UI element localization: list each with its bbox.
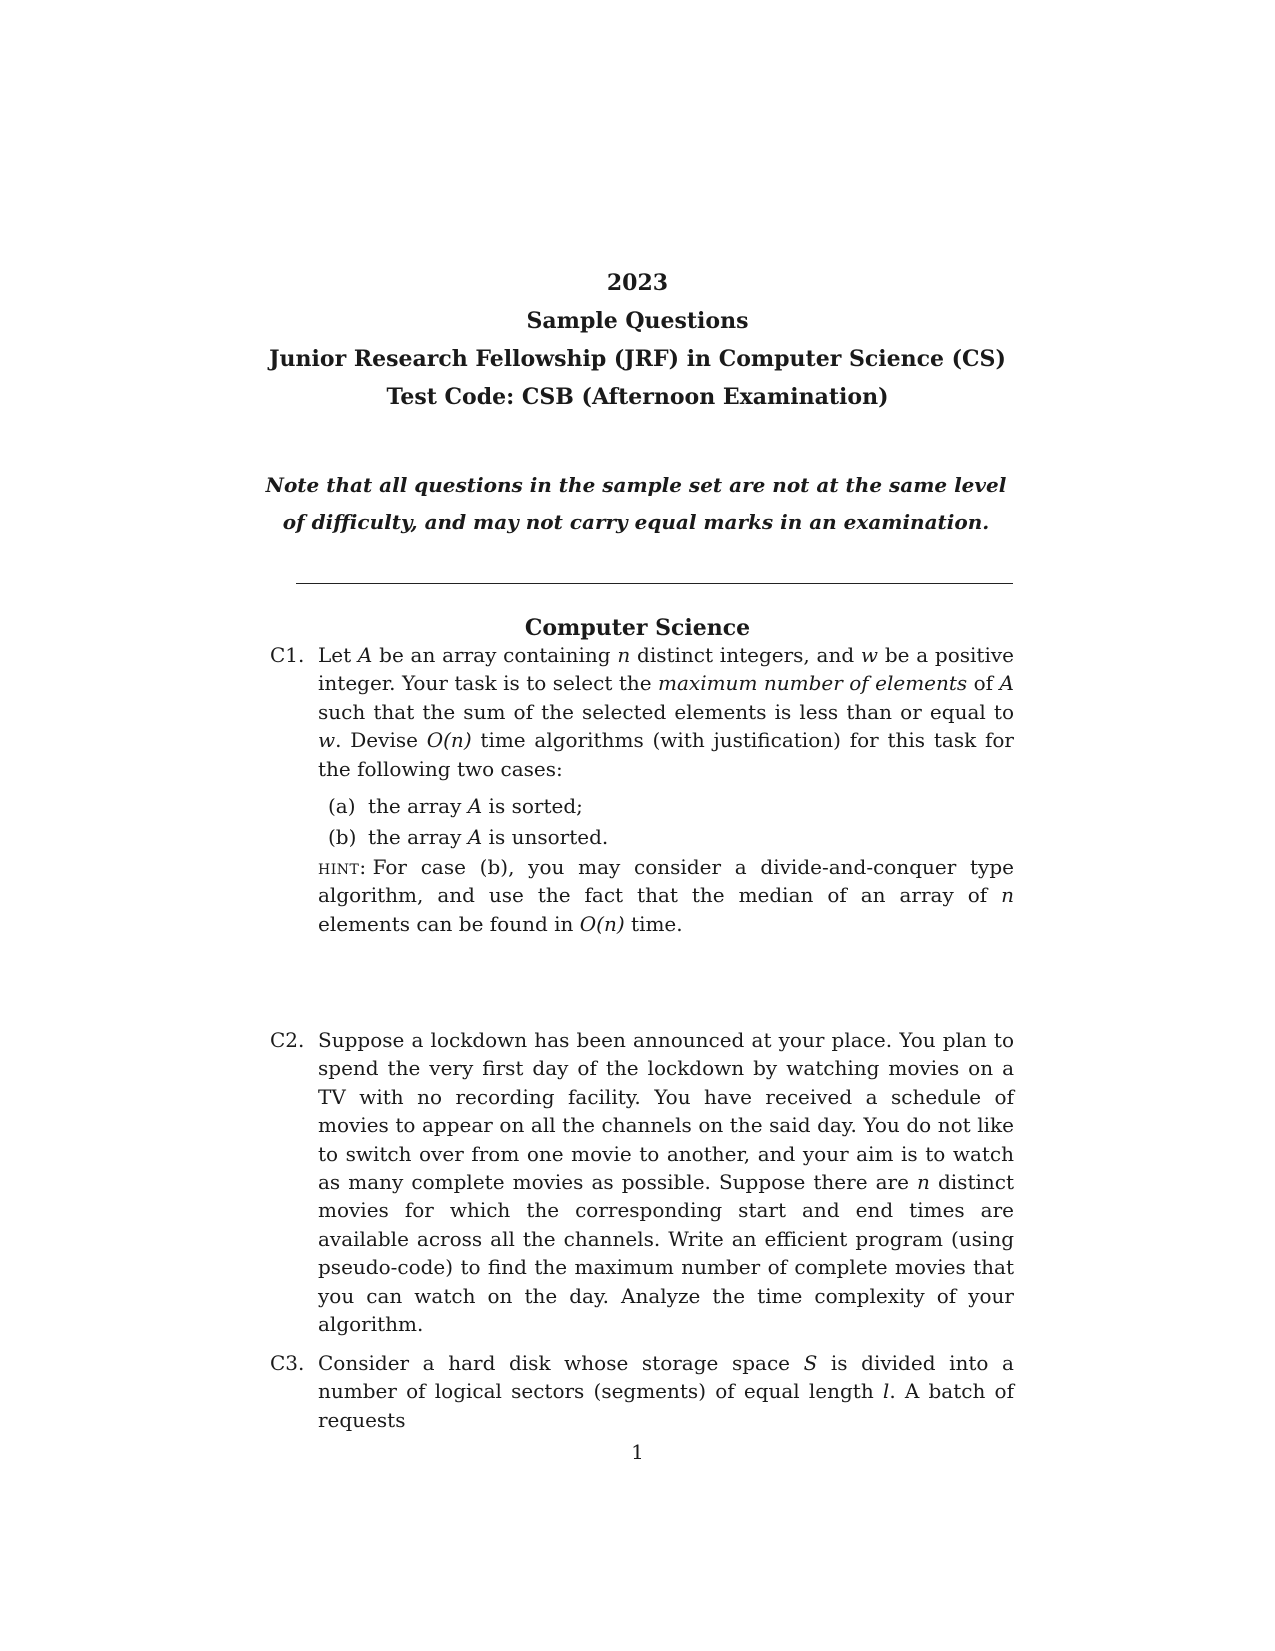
math-expression: O(n) bbox=[579, 911, 625, 936]
text-run: . Devise bbox=[335, 728, 427, 753]
item-label: (a) bbox=[328, 794, 356, 819]
text-run: distinct movies for which the corresponding start and end times are available across all the channels. Write an efficient program (using pseudo-code) to find the maximum number of complete movies that you can watch on the day. Analyze the time complexity of your algorithm. bbox=[318, 1170, 1014, 1337]
item-text bbox=[368, 822, 608, 853]
question-text bbox=[318, 1349, 1014, 1434]
emphasized-text: maximum number of elements bbox=[658, 671, 968, 696]
text-run: the array bbox=[368, 825, 468, 850]
text-run: is unsorted. bbox=[482, 825, 609, 850]
test-code: Test Code: CSB (Afternoon Examination) bbox=[386, 384, 889, 410]
math-expression: O(n) bbox=[426, 728, 472, 753]
question-c3 bbox=[270, 1349, 1014, 1434]
text-run: be an array containing bbox=[372, 643, 618, 667]
text-run: be a positive integer. Your task is to select the bbox=[318, 643, 1014, 696]
text-run: time algorithms (with justification) for this task for the following two cases: bbox=[318, 728, 1014, 781]
question-c2 bbox=[270, 1026, 1014, 1338]
math-variable: n bbox=[617, 643, 631, 667]
text-run: the array bbox=[368, 794, 468, 819]
page-number: 1 bbox=[631, 1440, 644, 1464]
text-run: For case (b), you may consider a divide-and-conquer type algorithm, and use the fact that the median of an array of bbox=[318, 855, 1014, 908]
text-run: is sorted; bbox=[482, 794, 583, 819]
math-variable: n bbox=[1001, 883, 1014, 908]
document-subtitle: Sample Questions bbox=[526, 308, 749, 334]
math-variable: A bbox=[357, 643, 373, 667]
question-c1 bbox=[270, 641, 1014, 938]
question-label: C3. bbox=[270, 1351, 305, 1375]
math-variable: S bbox=[803, 1351, 818, 1375]
text-run: of bbox=[967, 671, 1000, 696]
section-divider bbox=[296, 583, 1013, 584]
text-run: is divided into a number of logical sectors (segments) of equal length bbox=[318, 1351, 1014, 1404]
question-body bbox=[318, 1349, 1014, 1434]
question-label: C2. bbox=[270, 1028, 305, 1052]
text-run: Suppose a lockdown has been announced at your place. You plan to spend the very first day of the lockdown by watching movies on a TV with no recording facility. You have received a schedule of movies to appear on all the channels on the said day. You do not like to switch over from one movie to another, and your aim is to watch as many complete movies as possible. Suppose there are bbox=[318, 1028, 1014, 1195]
section-title: Computer Science bbox=[524, 615, 751, 641]
math-variable: l bbox=[882, 1379, 890, 1404]
math-variable: w bbox=[860, 643, 879, 667]
question-body bbox=[318, 641, 1014, 938]
math-variable: A bbox=[999, 671, 1014, 696]
text-run: such that the sum of the selected elements is less than or equal to bbox=[318, 699, 1014, 724]
question-text bbox=[318, 1026, 1014, 1338]
math-variable: n bbox=[917, 1170, 930, 1195]
list-item bbox=[328, 791, 1014, 822]
math-variable: A bbox=[467, 794, 483, 819]
exam-year: 2023 bbox=[606, 270, 669, 296]
hint-paragraph bbox=[318, 853, 1014, 938]
text-run: . A batch of requests bbox=[318, 1379, 1014, 1432]
difficulty-note: Note that all questions in the sample set are not at the same level of difficulty, and may not carry equal marks in an examination. bbox=[265, 473, 1007, 534]
math-variable: w bbox=[318, 728, 336, 753]
text-run: Consider a hard disk whose storage space bbox=[318, 1351, 804, 1375]
text-run: distinct integers, and bbox=[630, 643, 861, 667]
program-title: Junior Research Fellowship (JRF) in Computer Science (CS) bbox=[269, 346, 1006, 372]
text-run: time. bbox=[624, 911, 683, 936]
question-text bbox=[318, 641, 1014, 783]
item-label: (b) bbox=[328, 825, 357, 850]
case-list bbox=[328, 791, 1014, 853]
document-header bbox=[0, 264, 1275, 416]
math-variable: A bbox=[467, 825, 483, 850]
item-text bbox=[368, 791, 583, 822]
question-label: C1. bbox=[270, 643, 305, 667]
question-body bbox=[318, 1026, 1014, 1338]
list-item bbox=[328, 822, 1014, 853]
text-run: Let bbox=[318, 643, 358, 667]
text-run: elements can be found in bbox=[318, 911, 580, 936]
hint-label: hint: bbox=[318, 855, 367, 880]
